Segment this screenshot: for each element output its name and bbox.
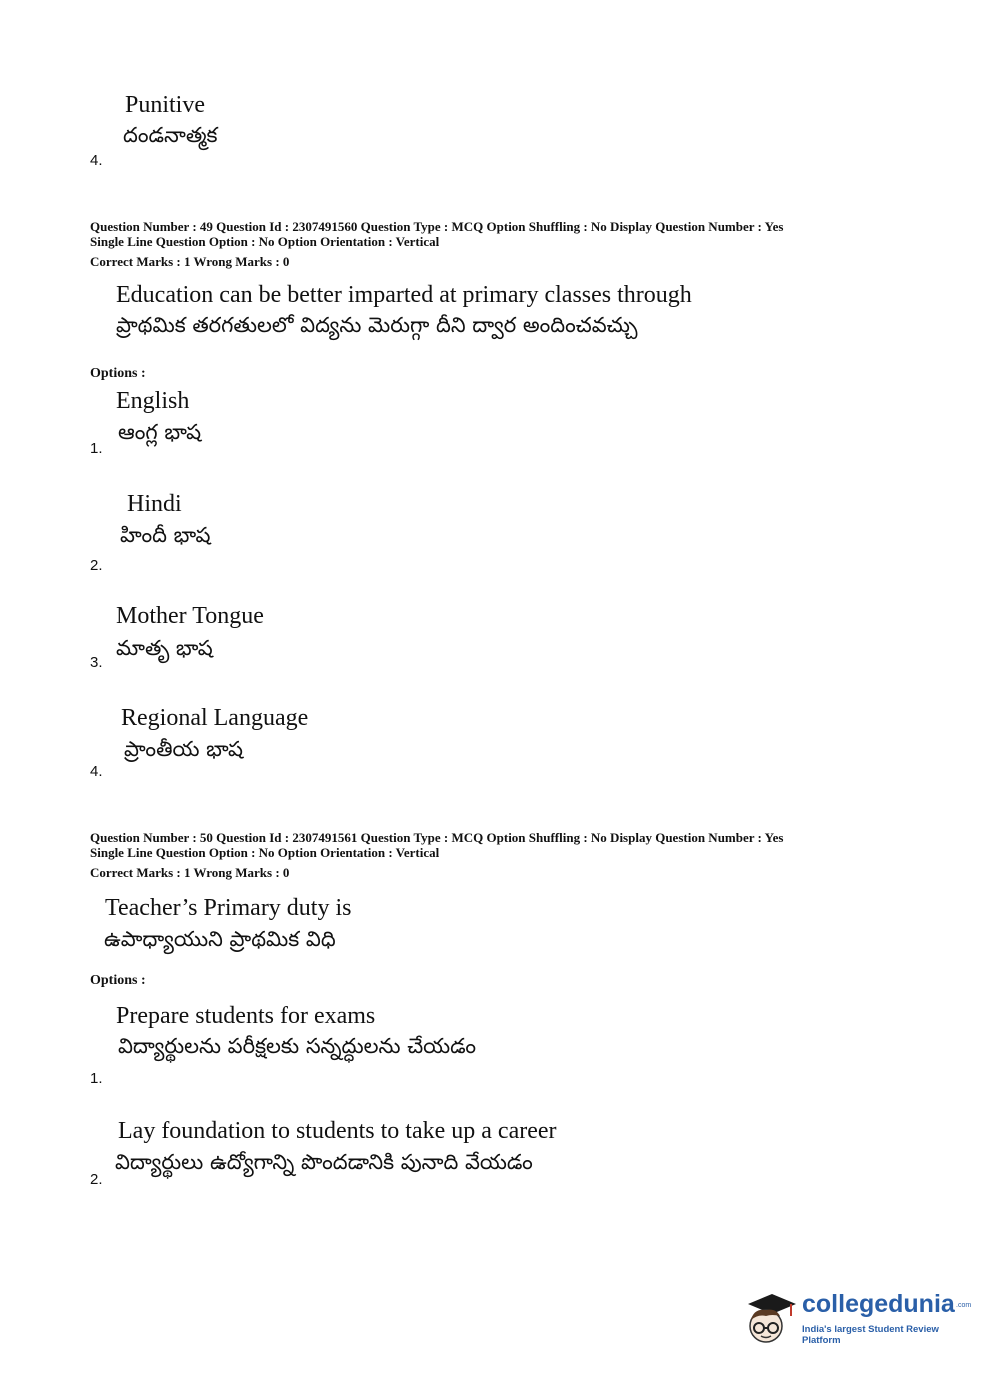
logo-name: collegedunia — [802, 1290, 955, 1318]
collegedunia-logo[interactable] — [742, 1282, 972, 1352]
q49-option-1-english[interactable]: English — [116, 388, 190, 414]
q49-marks: Correct Marks : 1 Wrong Marks : 0 — [90, 254, 290, 269]
q49-meta-line1: Question Number : 49 Question Id : 2307491560 Question Type : MCQ Option Shuffling : No Display Question Number : Yes — [90, 219, 784, 234]
q49-option-1-number: 1. — [90, 440, 103, 457]
q50-option-2-english[interactable]: Lay foundation to students to take up a career — [118, 1118, 557, 1144]
q50-question-telugu: ఉపాధ్యాయుని ప్రాథమిక విధి — [104, 927, 336, 951]
q50-option-1-english[interactable]: Prepare students for exams — [116, 1003, 376, 1029]
q49-question-telugu: ప్రాథమిక తరగతులలో విద్యను మెరుగ్గా దీని ద్వార అందించవచ్చు — [116, 313, 638, 337]
q49-option-2-telugu[interactable]: హిందీ భాష — [120, 523, 211, 547]
q49-option-3-telugu[interactable]: మాతృ భాష — [116, 636, 213, 660]
logo-tagline: India's largest Student Review Platform — [802, 1324, 939, 1346]
q49-question-english: Education can be better imparted at primary classes through — [116, 282, 692, 308]
logo-suffix: .com — [956, 1302, 972, 1309]
q49-option-2-english[interactable]: Hindi — [127, 491, 182, 517]
option-4-english: Punitive — [125, 92, 206, 118]
q49-option-1-telugu[interactable]: ఆంగ్ల భాష — [118, 420, 202, 444]
q50-option-1-number: 1. — [90, 1070, 103, 1087]
q50-option-2-number: 2. — [90, 1171, 103, 1188]
option-4-number: 4. — [90, 152, 103, 169]
mascot-icon — [742, 1282, 800, 1352]
q49-option-3-english[interactable]: Mother Tongue — [116, 603, 264, 629]
q49-option-2-number: 2. — [90, 557, 103, 574]
q50-meta-line1: Question Number : 50 Question Id : 2307491561 Question Type : MCQ Option Shuffling : No Display Question Number : Yes — [90, 830, 784, 845]
q50-options-label: Options : — [90, 973, 146, 988]
q50-marks: Correct Marks : 1 Wrong Marks : 0 — [90, 865, 290, 880]
q49-option-4-english[interactable]: Regional Language — [121, 705, 309, 731]
q49-options-label: Options : — [90, 366, 146, 381]
option-4-telugu: దండనాత్మక — [123, 123, 218, 147]
q49-option-4-telugu[interactable]: ప్రాంతీయ భాష — [124, 737, 244, 761]
q50-option-2-telugu[interactable]: విద్యార్థులు ఉద్యోగాన్ని పొందడానికి పునాది వేయడం — [115, 1150, 533, 1174]
q49-option-4-number: 4. — [90, 763, 103, 780]
q49-option-3-number: 3. — [90, 654, 103, 671]
q50-question-english: Teacher’s Primary duty is — [105, 895, 352, 921]
q50-option-1-telugu[interactable]: విద్యార్థులను పరీక్షలకు సన్నద్ధులను చేయడం — [118, 1034, 477, 1058]
q50-meta-line2: Single Line Question Option : No Option Orientation : Vertical — [90, 845, 440, 860]
q49-meta-line2: Single Line Question Option : No Option Orientation : Vertical — [90, 234, 440, 249]
